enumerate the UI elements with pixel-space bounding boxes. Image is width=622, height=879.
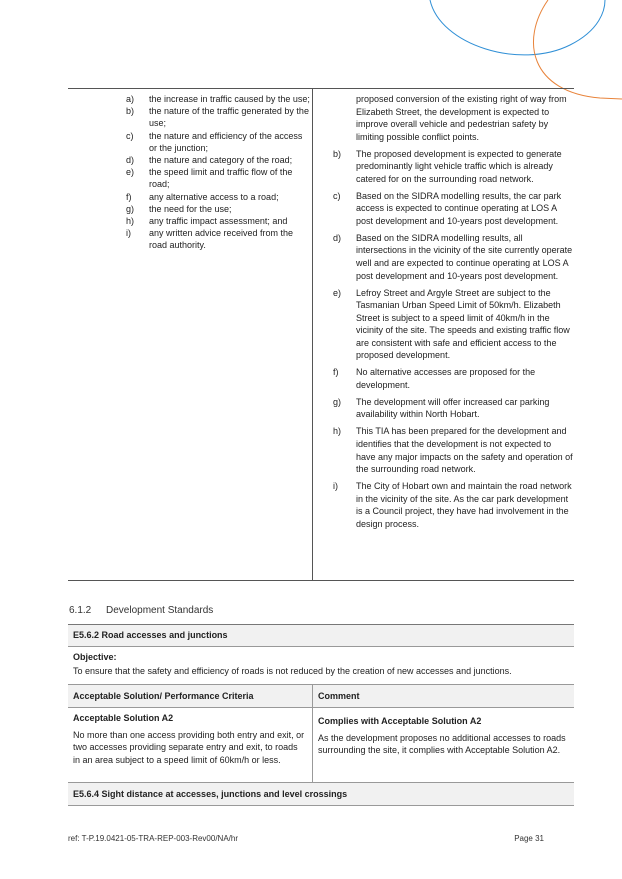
list-text: No alternative accesses are proposed for the development. xyxy=(356,367,536,390)
list-marker: b) xyxy=(333,148,342,159)
list-item xyxy=(333,287,573,363)
comment-text: As the development proposes no additional accesses to roads surrounding the site, it complies with Acceptable Solution A2. xyxy=(318,732,566,756)
list-text: The City of Hobart own and maintain the road network in the vicinity of the site. As the car park development is a Council project, they have had involvement in the design process. xyxy=(356,481,572,529)
list-text: any alternative access to a road; xyxy=(149,191,279,202)
decorative-arcs xyxy=(0,0,622,100)
list-text: The development will offer increased car parking availability within North Hobart. xyxy=(356,396,550,420)
list-marker: a) xyxy=(126,94,135,104)
list-text: Based on the SIDRA modelling results, the car park access is expected to continue operating at LOS A post development and 10-years post development. xyxy=(356,190,562,226)
list-item xyxy=(126,227,311,251)
section-heading xyxy=(69,605,213,616)
criteria-header: Acceptable Solution/ Performance Criteria xyxy=(68,685,313,707)
list-item xyxy=(333,148,573,186)
comment-list xyxy=(333,93,573,535)
next-clause-title: E5.6.4 Sight distance at accesses, junctions and level crossings xyxy=(73,789,348,799)
list-text: the speed limit and traffic flow of the road; xyxy=(149,167,293,190)
section-title: Development Standards xyxy=(106,605,214,616)
list-text: the nature of the traffic generated by the use; xyxy=(149,106,309,129)
list-item xyxy=(333,396,573,421)
list-text: Based on the SIDRA modelling results, all intersections in the vicinity of the site currently operate well and are expected to continue operating at LOS A post development and 10-years post development. xyxy=(356,232,573,281)
comment-continuation: proposed conversion of the existing right of way from Elizabeth Street, the development is expected to improve overall vehicle and pedestrian safety by limiting possible conflict points. xyxy=(356,94,567,142)
objective-row xyxy=(68,647,574,685)
list-text: This TIA has been prepared for the development and identifies that the development is not expected to have any major impacts on the safety and operation of the surrounding road network. xyxy=(356,426,573,475)
list-item xyxy=(333,232,573,282)
list-marker: e) xyxy=(333,287,342,298)
list-marker: f) xyxy=(126,191,132,202)
comment-header: Comment xyxy=(318,691,360,701)
list-marker: c) xyxy=(333,190,341,201)
list-item xyxy=(126,154,311,166)
list-text: the nature and category of the road; xyxy=(149,155,293,166)
column-header-row xyxy=(68,685,574,708)
solution-title: Acceptable Solution A2 xyxy=(73,713,174,723)
list-marker: f) xyxy=(333,367,339,378)
list-marker: g) xyxy=(333,396,342,407)
next-clause-row xyxy=(68,783,574,806)
list-item xyxy=(126,93,311,105)
standards-table xyxy=(68,624,574,806)
list-text: Lefroy Street and Argyle Street are subject to the Tasmanian Urban Speed Limit of 50km/h. Elizabeth Street is subject to a speed limit of 40km/h in the vicinity of the site. The speeds and existing traffic flow are consistent with safe and efficient access to the proposed development. xyxy=(356,287,570,361)
list-text: any traffic impact assessment; and xyxy=(149,216,288,227)
objective-label: Objective: xyxy=(73,652,117,662)
list-item xyxy=(333,190,573,228)
list-marker: d) xyxy=(333,232,342,243)
list-item xyxy=(126,191,311,203)
list-marker: h) xyxy=(333,426,342,437)
list-text: any written advice received from the road authority. xyxy=(149,228,294,251)
list-item xyxy=(333,425,573,475)
list-text: the increase in traffic caused by the use; xyxy=(149,94,310,104)
list-item xyxy=(126,130,311,154)
list-item xyxy=(333,480,573,530)
column-divider xyxy=(312,89,313,580)
solution-cell xyxy=(68,708,313,782)
list-marker: i) xyxy=(333,481,338,491)
list-item xyxy=(126,203,311,215)
list-marker: g) xyxy=(126,203,135,214)
solution-row xyxy=(68,708,574,783)
solution-text: No more than one access providing both entry and exit, or two accesses providing separate entry and exit, to roads in an area subject to a speed limit of 60km/h or less. xyxy=(73,729,305,765)
list-item xyxy=(333,366,573,391)
list-item xyxy=(126,105,311,129)
list-marker: e) xyxy=(126,167,135,178)
orange-arc xyxy=(533,0,622,99)
list-text: The proposed development is expected to generate predominantly light vehicle traffic which is already catered for on the surrounding road network. xyxy=(356,148,562,184)
list-marker: i) xyxy=(126,228,131,239)
list-marker: b) xyxy=(126,106,135,117)
page-number: Page 31 xyxy=(514,834,544,843)
clause-title-row xyxy=(68,625,574,647)
list-marker: d) xyxy=(126,155,135,166)
performance-criteria-list xyxy=(126,93,311,252)
criteria-table xyxy=(68,88,574,581)
blue-arc xyxy=(430,0,605,55)
list-marker: c) xyxy=(126,130,134,141)
comment-title: Complies with Acceptable Solution A2 xyxy=(318,716,482,726)
list-item xyxy=(126,215,311,227)
list-marker: h) xyxy=(126,216,135,227)
footer-ref: ref: T-P.19.0421-05-TRA-REP-003-Rev00/NA/hr xyxy=(68,834,239,843)
list-text: the need for the use; xyxy=(149,203,232,214)
clause-title: E5.6.2 Road accesses and junctions xyxy=(73,630,228,640)
list-item xyxy=(126,166,311,190)
comment-cell xyxy=(313,708,574,782)
section-number: 6.1.2 xyxy=(69,605,92,616)
list-text: the nature and efficiency of the access or the junction; xyxy=(149,130,303,153)
objective-text: To ensure that the safety and efficiency of roads is not reduced by the creation of new accesses and junctions. xyxy=(73,666,512,676)
